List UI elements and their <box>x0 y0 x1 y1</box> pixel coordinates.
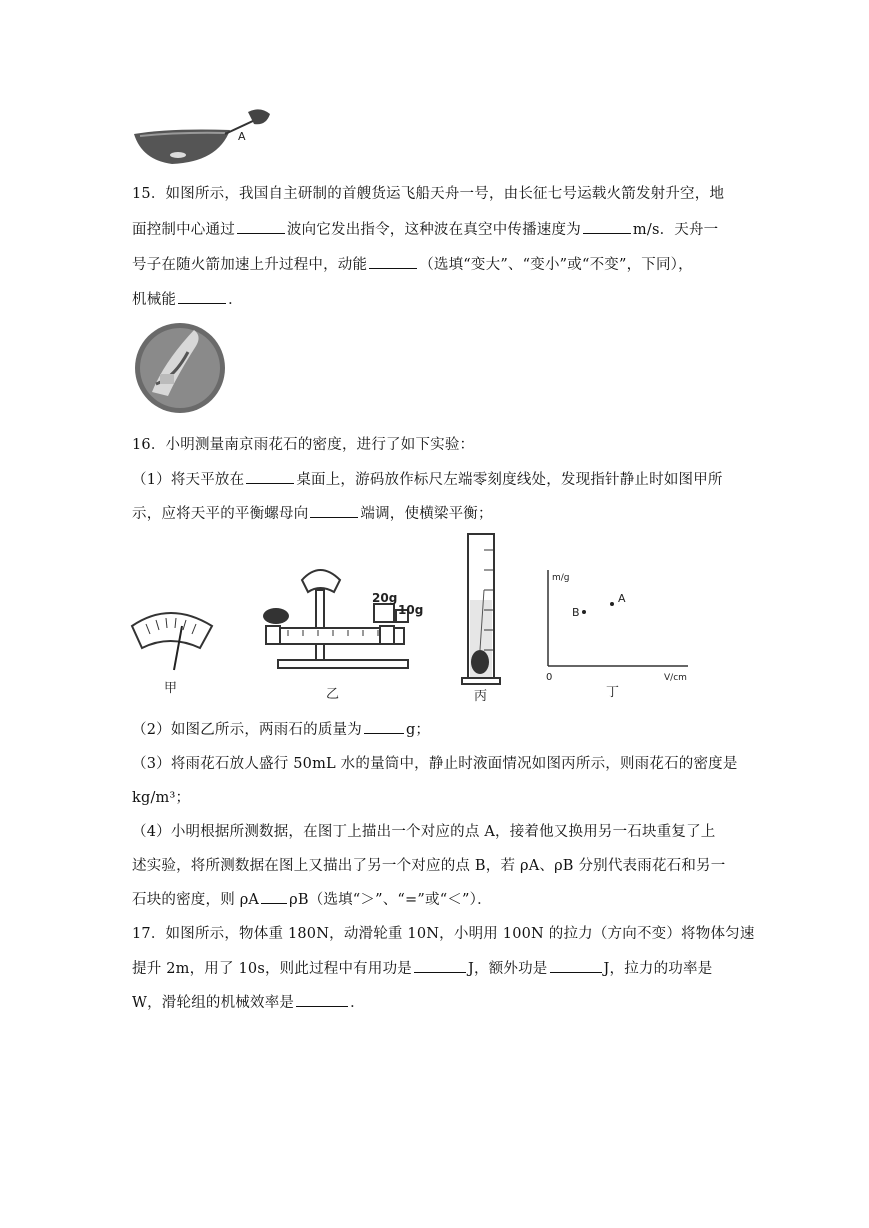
answer-blank[interactable] <box>178 289 226 304</box>
q16-text: 示，应将天平的平衡螺母向 <box>132 506 309 522</box>
fig-a-label: A <box>238 130 246 143</box>
q16-text: g； <box>405 722 431 738</box>
q15-line2 <box>132 218 718 239</box>
q16-line5: （3）将雨花石放人盛行 50mL 水的量筒中，静止时液面情况如图丙所示，则雨花石的密度是 <box>132 756 738 772</box>
q15-text: 号子在随火箭加速上升过程中，动能 <box>132 257 368 273</box>
q17-text: J，拉力的功率是 <box>603 961 713 977</box>
q16-text: （2）如图乙所示，两雨石的质量为 <box>132 722 362 738</box>
q17-text: W，滑轮组的机械效率是 <box>132 995 295 1011</box>
q16-text: 石块的密度，则 ρA <box>132 892 260 908</box>
q17-text: J，额外功是 <box>467 961 548 977</box>
answer-blank[interactable] <box>296 992 348 1007</box>
fig-label-yi: 乙 <box>326 687 340 702</box>
q16-line4 <box>132 718 430 739</box>
answer-blank[interactable] <box>583 219 631 234</box>
ding-label-a: A <box>618 592 626 605</box>
answer-blank[interactable] <box>414 958 466 973</box>
q16-line9 <box>132 888 492 909</box>
q15-line4 <box>132 288 243 309</box>
answer-blank[interactable] <box>261 889 287 904</box>
q15-text: m/s．天舟一 <box>632 222 719 238</box>
ding-x-label: V/cm <box>664 673 687 683</box>
figure-bing <box>462 534 500 704</box>
fig-label-jia: 甲 <box>164 681 178 696</box>
fig-label-bing: 丙 <box>474 689 488 704</box>
answer-blank[interactable] <box>550 958 602 973</box>
q15-text: 面控制中心通过 <box>132 222 235 238</box>
q17-line3 <box>132 991 365 1012</box>
weight-10g: 10g <box>398 603 424 617</box>
q16-line1: 16．小明测量南京雨花石的密度，进行了如下实验： <box>132 437 475 453</box>
figure-jia <box>132 613 212 696</box>
figure-ding <box>546 570 688 700</box>
ding-origin: 0 <box>546 672 553 683</box>
answer-blank[interactable] <box>364 719 404 734</box>
q16-line2 <box>132 468 723 489</box>
q16-line7: （4）小明根据所测数据，在图丁上描出一个对应的点 A，接着他又换用另一石块重复了上 <box>132 824 716 840</box>
ding-y-label: m/g <box>552 573 570 583</box>
q15-line3 <box>132 253 693 274</box>
q15-text: 机械能 <box>132 292 177 308</box>
q17-line1: 17．如图所示，物体重 180N，动滑轮重 10N，小明用 100N 的拉力（方向不变）将物体匀速 <box>132 926 755 942</box>
answer-blank[interactable] <box>246 469 294 484</box>
figure-rocket-photo <box>134 322 226 414</box>
answer-blank[interactable] <box>310 503 358 518</box>
q15-text: ． <box>228 292 243 308</box>
answer-blank[interactable] <box>369 254 417 269</box>
q17-text: ． <box>350 995 365 1011</box>
q16-line6: kg/m³； <box>132 790 191 806</box>
figure-yi <box>263 570 423 702</box>
q16-text: 桌面上，游码放作标尺左端零刻度线处，发现指针静止时如图甲所 <box>296 472 723 488</box>
ding-label-b: B <box>572 606 580 619</box>
q15-text: （选填“变大”、“变小”或“不变”，下同）， <box>419 257 693 273</box>
q15-line1: 15．如图所示，我国自主研制的首艘货运飞船天舟一号，由长征七号运载火箭发射升空，地 <box>132 186 725 202</box>
fig-label-ding: 丁 <box>606 685 620 700</box>
answer-blank[interactable] <box>237 219 285 234</box>
ding-point-a <box>610 602 614 606</box>
figure-bowl-a <box>130 100 280 170</box>
q15-text: 波向它发出指令，这种波在真空中传播速度为 <box>286 222 581 238</box>
figure-set-16 <box>128 530 708 705</box>
q16-text: （1）将天平放在 <box>132 472 245 488</box>
q17-text: 提升 2m，用了 10s，则此过程中有用功是 <box>132 961 412 977</box>
q16-line8: 述实验，将所测数据在图上又描出了另一个对应的点 B，若 ρA、ρB 分别代表雨花石和另一 <box>132 858 726 874</box>
ding-point-b <box>582 610 586 614</box>
q17-line2 <box>132 957 712 978</box>
q16-text: 端调，使横梁平衡； <box>360 506 493 522</box>
q16-text: ρB（选填“＞”、“=”或“＜”）． <box>289 892 492 908</box>
q16-line3 <box>132 502 493 523</box>
weight-20g: 20g <box>372 591 398 605</box>
